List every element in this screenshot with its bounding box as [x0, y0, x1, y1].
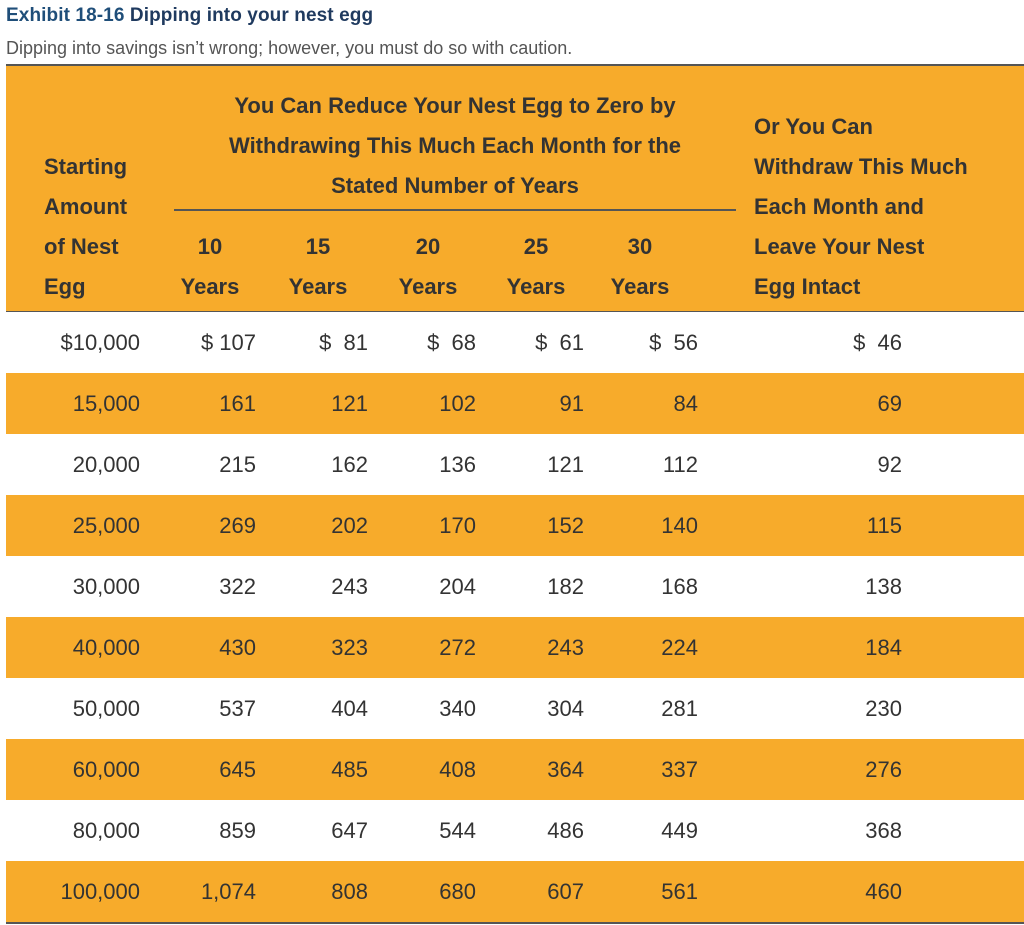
cell-30-years: 224 [661, 635, 698, 660]
nest-egg-table [6, 64, 1024, 924]
cell-15-years: 162 [331, 452, 368, 477]
header-line: Withdrawing This Much Each Month for the [229, 133, 681, 158]
header-starting-amount [44, 147, 127, 307]
table-row [6, 739, 1024, 800]
header-line: Egg Intact [754, 274, 861, 299]
cell-30-years: 168 [661, 574, 698, 599]
cell-15-years: 647 [331, 818, 368, 843]
cell-leave-intact: 230 [865, 696, 902, 721]
exhibit-caption: Dipping into savings isn’t wrong; however, you must do so with caution. [6, 38, 573, 58]
header-10-years [160, 227, 260, 307]
cell-30-years: 112 [662, 452, 698, 477]
cell-10-years: $ 107 [200, 330, 256, 355]
cell-leave-intact: 92 [877, 452, 902, 477]
cell-starting-amount: 100,000 [60, 879, 140, 904]
header-year-unit: Years [610, 274, 670, 299]
cell-25-years: 152 [547, 513, 584, 538]
cell-10-years: 537 [219, 696, 256, 721]
cell-30-years: $ 56 [649, 330, 698, 355]
cell-15-years: 243 [331, 574, 368, 599]
table-row [6, 495, 1024, 556]
cell-15-years: 404 [331, 696, 368, 721]
cell-15-years: 808 [331, 879, 368, 904]
cell-25-years: 607 [547, 879, 584, 904]
header-line: of Nest [44, 234, 119, 259]
header-line: Stated Number of Years [331, 173, 579, 198]
table-row [6, 617, 1024, 678]
table-row [6, 556, 1024, 617]
table-row [6, 800, 1024, 861]
table-row [6, 861, 1024, 922]
cell-30-years: 84 [673, 391, 698, 416]
cell-25-years: 121 [547, 452, 584, 477]
cell-starting-amount: 60,000 [72, 757, 140, 782]
header-year-num: 30 [627, 234, 653, 259]
cell-30-years: 281 [661, 696, 698, 721]
cell-15-years: $ 81 [319, 330, 368, 355]
table-row [6, 678, 1024, 739]
header-line: Egg [44, 274, 86, 299]
header-year-num: 20 [415, 234, 441, 259]
cell-30-years: 337 [661, 757, 698, 782]
table-row [6, 373, 1024, 434]
cell-20-years: 102 [439, 391, 476, 416]
cell-starting-amount: $10,000 [60, 330, 140, 355]
cell-20-years: 204 [439, 574, 476, 599]
cell-10-years: 645 [219, 757, 256, 782]
cell-15-years: 121 [331, 391, 368, 416]
cell-leave-intact: 276 [865, 757, 902, 782]
cell-25-years: 91 [559, 391, 584, 416]
cell-10-years: 1,074 [200, 879, 256, 904]
header-year-unit: Years [288, 274, 348, 299]
cell-25-years: 364 [547, 757, 584, 782]
cell-20-years: 680 [439, 879, 476, 904]
cell-25-years: $ 61 [535, 330, 584, 355]
header-line: Each Month and [754, 194, 924, 219]
header-year-unit: Years [398, 274, 458, 299]
cell-leave-intact: 460 [865, 879, 902, 904]
header-year-num: 25 [523, 234, 549, 259]
header-year-num: 10 [197, 234, 223, 259]
header-15-years [268, 227, 368, 307]
cell-15-years: 323 [331, 635, 368, 660]
table-body [6, 312, 1024, 922]
cell-starting-amount: 25,000 [72, 513, 140, 538]
cell-25-years: 304 [547, 696, 584, 721]
cell-10-years: 269 [219, 513, 256, 538]
cell-10-years: 430 [219, 635, 256, 660]
cell-starting-amount: 50,000 [72, 696, 140, 721]
header-reduce-to-zero [176, 86, 734, 206]
header-30-years [590, 227, 690, 307]
cell-20-years: 544 [439, 818, 476, 843]
cell-20-years: 272 [439, 635, 476, 660]
cell-leave-intact: $ 46 [853, 330, 902, 355]
header-year-unit: Years [180, 274, 240, 299]
exhibit-label: Exhibit 18-16 [6, 5, 125, 26]
cell-20-years: $ 68 [427, 330, 476, 355]
exhibit-title [6, 5, 373, 27]
header-line: Leave Your Nest [754, 234, 925, 259]
cell-20-years: 170 [439, 513, 476, 538]
cell-20-years: 136 [439, 452, 476, 477]
cell-10-years: 859 [219, 818, 256, 843]
cell-starting-amount: 40,000 [72, 635, 140, 660]
cell-25-years: 182 [547, 574, 584, 599]
cell-30-years: 140 [661, 513, 698, 538]
header-year-num: 15 [305, 234, 331, 259]
cell-15-years: 485 [331, 757, 368, 782]
cell-20-years: 408 [439, 757, 476, 782]
cell-30-years: 449 [661, 818, 698, 843]
cell-leave-intact: 184 [865, 635, 902, 660]
cell-leave-intact: 115 [866, 513, 902, 538]
cell-25-years: 243 [547, 635, 584, 660]
cell-starting-amount: 15,000 [72, 391, 140, 416]
header-year-unit: Years [506, 274, 566, 299]
header-line: Amount [44, 194, 128, 219]
header-group-rule [174, 209, 736, 211]
header-line: Or You Can [754, 114, 873, 139]
cell-starting-amount: 20,000 [72, 452, 140, 477]
header-20-years [378, 227, 478, 307]
header-leave-intact [754, 107, 968, 307]
header-line: Starting [44, 154, 128, 179]
cell-leave-intact: 368 [865, 818, 902, 843]
cell-25-years: 486 [547, 818, 584, 843]
cell-leave-intact: 138 [865, 574, 902, 599]
cell-leave-intact: 69 [877, 391, 902, 416]
cell-10-years: 161 [219, 391, 256, 416]
table-row [6, 434, 1024, 495]
cell-30-years: 561 [661, 879, 698, 904]
table-row [6, 312, 1024, 373]
header-25-years [486, 227, 586, 307]
cell-20-years: 340 [439, 696, 476, 721]
cell-starting-amount: 30,000 [72, 574, 140, 599]
table-header [6, 66, 1024, 312]
header-line: Withdraw This Much [754, 154, 968, 179]
exhibit-heading: Dipping into your nest egg [129, 5, 374, 26]
cell-10-years: 215 [219, 452, 256, 477]
cell-15-years: 202 [331, 513, 368, 538]
header-line: You Can Reduce Your Nest Egg to Zero by [234, 93, 676, 118]
cell-10-years: 322 [219, 574, 256, 599]
cell-starting-amount: 80,000 [72, 818, 140, 843]
